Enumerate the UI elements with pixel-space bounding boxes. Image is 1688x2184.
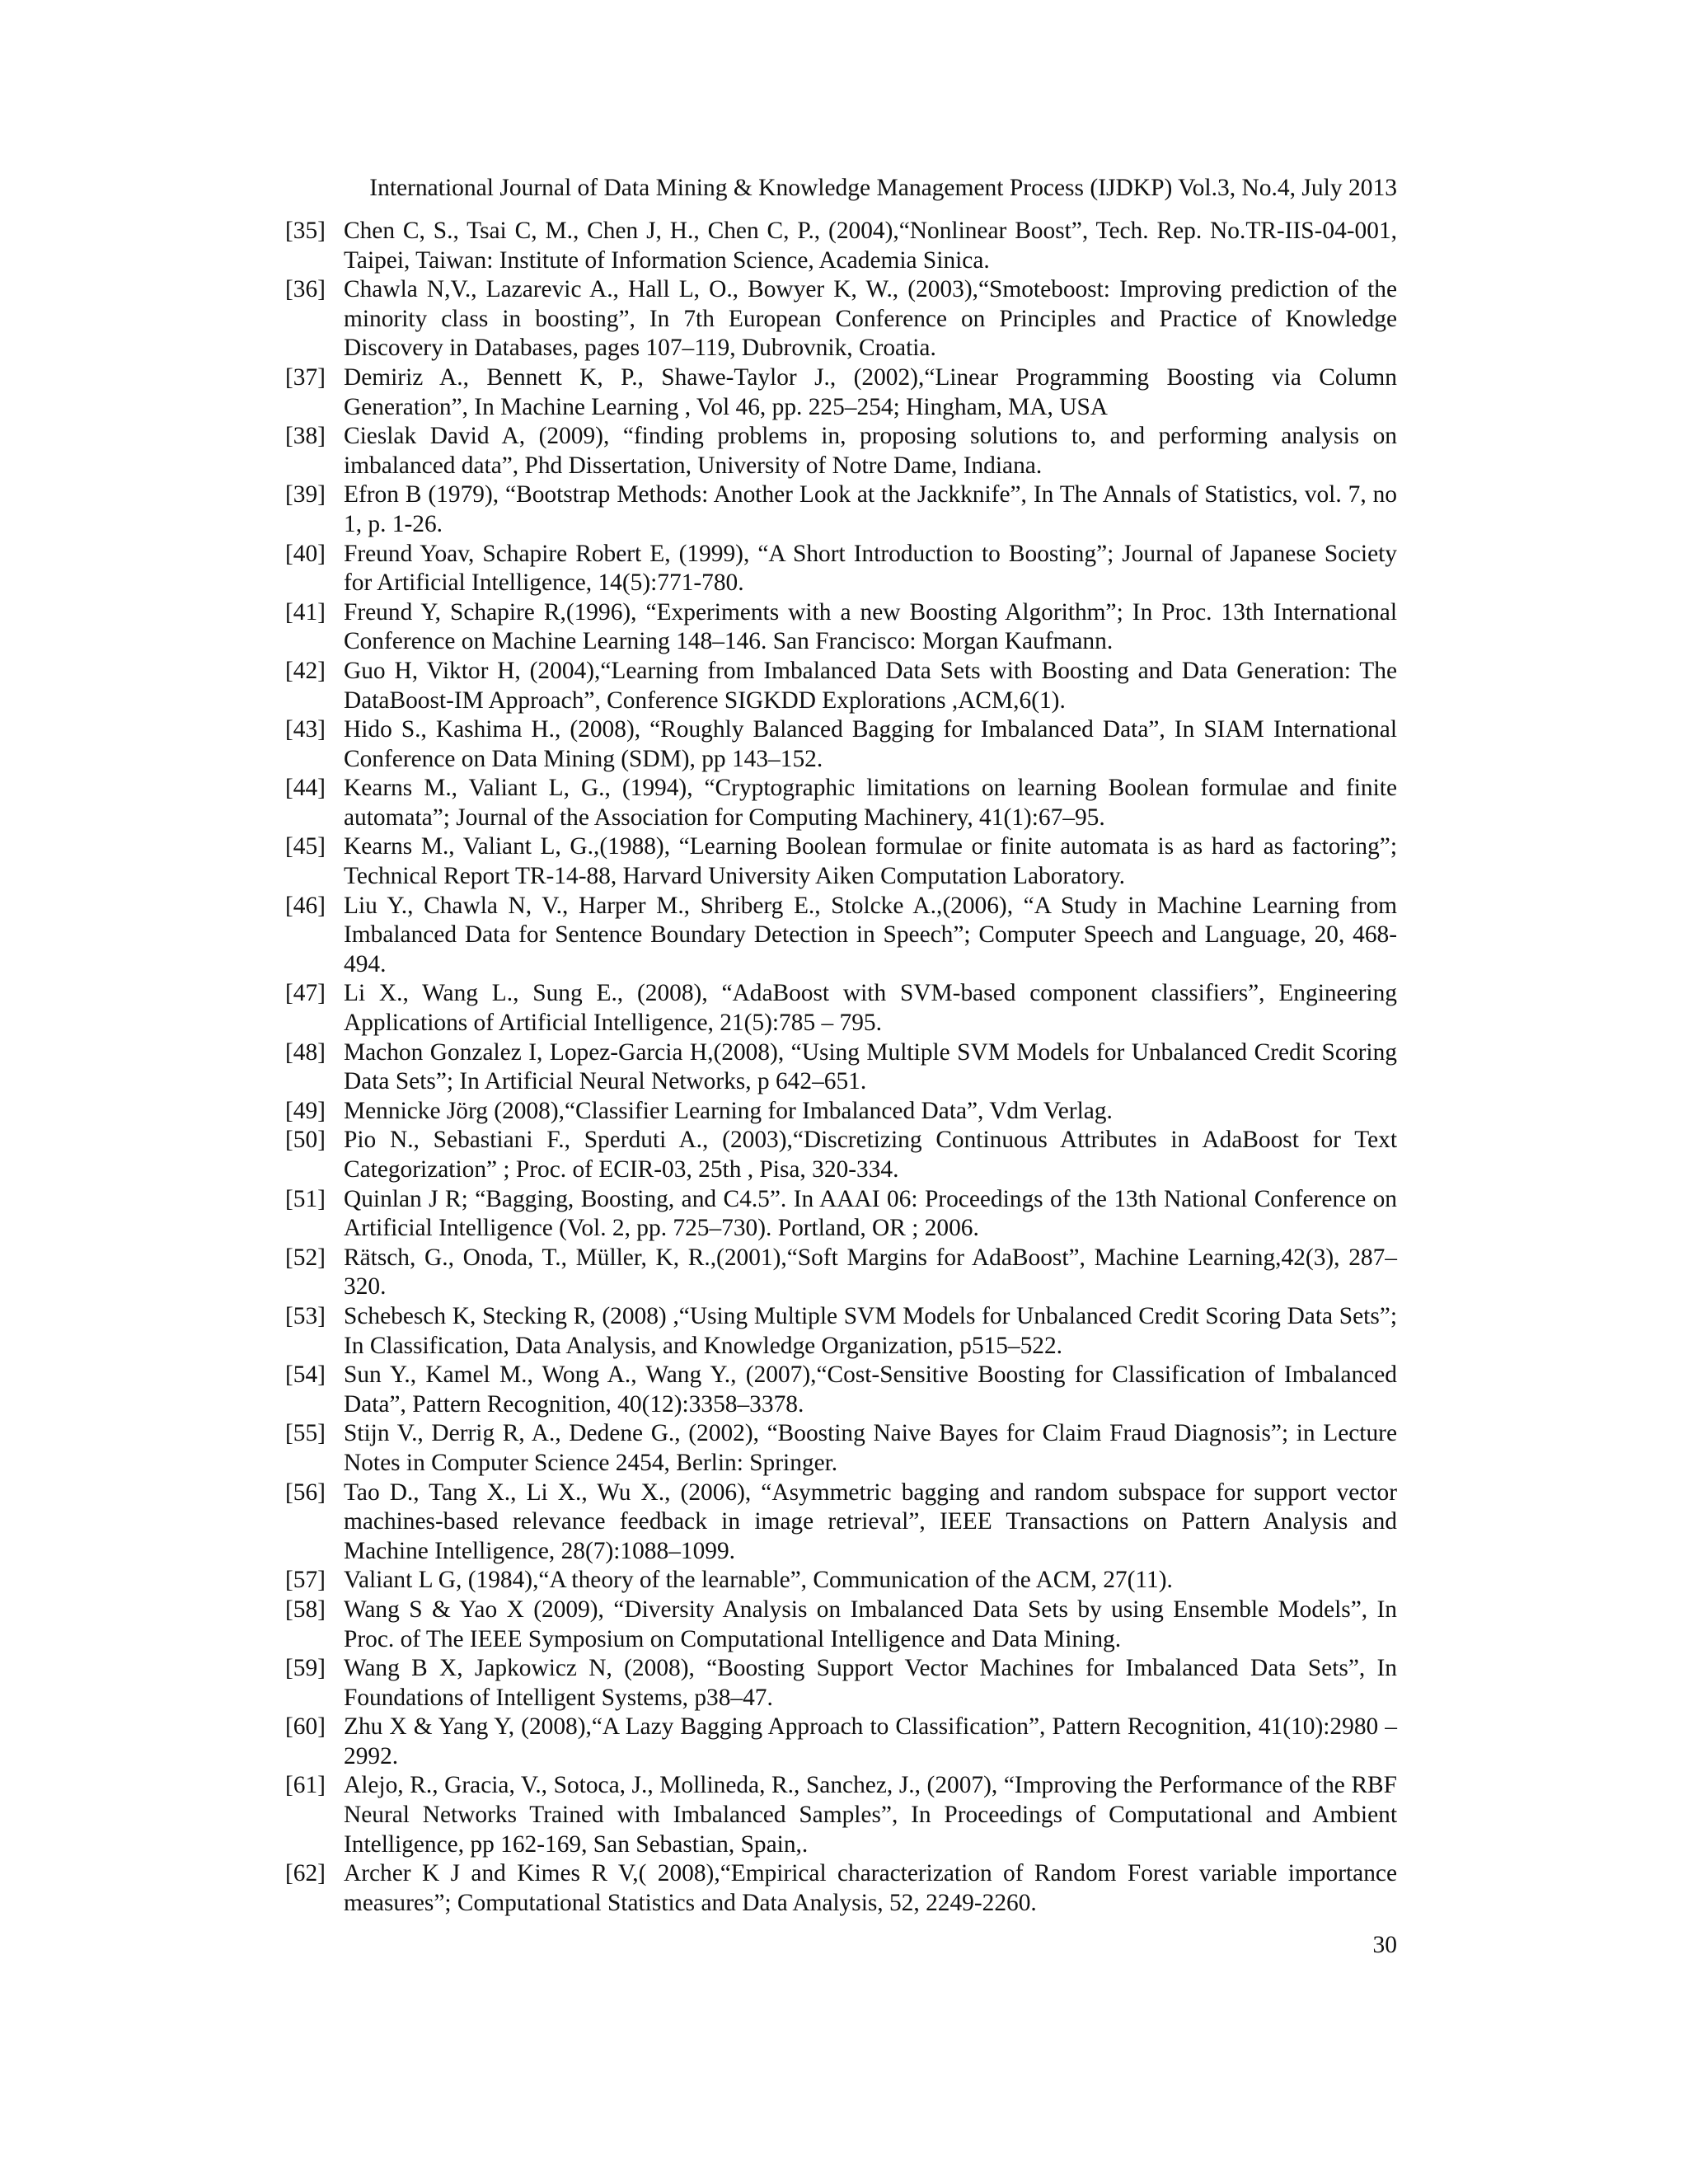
reference-text: Li X., Wang L., Sung E., (2008), “AdaBoost with SVM-based component classifiers”, Engineering Applications of Artificial Intelligence, 21(5):785 – 795. [344,980,1397,1037]
reference-number: [61] [285,1772,326,1799]
reference-text: Pio N., Sebastiani F., Sperduti A., (2003),“Discretizing Continuous Attributes in AdaBoost for Text Categorization” ; Proc. of ECIR-03, 25th , Pisa, 320-334. [344,1127,1397,1183]
reference-text: Cieslak David A, (2009), “finding problems in, proposing solutions to, and performing analysis on imbalanced data”, Phd Dissertation, University of Notre Dame, Indiana. [344,423,1397,479]
reference-number: [50] [285,1127,326,1154]
reference-text: Valiant L G, (1984),“A theory of the learnable”, Communication of the ACM, 27(11). [344,1567,1173,1594]
reference-item [285,1566,1397,1596]
reference-item [285,1126,1397,1184]
reference-item [285,598,1397,657]
reference-number: [40] [285,540,326,567]
reference-item [285,275,1397,363]
reference-item [285,657,1397,715]
reference-text: Rätsch, G., Onoda, T., Müller, K, R.,(2001),“Soft Margins for AdaBoost”, Machine Learning,42(3), 287–320. [344,1244,1397,1301]
reference-text: Machon Gonzalez I, Lopez-Garcia H,(2008), “Using Multiple SVM Models for Unbalanced Credit Scoring Data Sets”; In Artificial Neural Networks, p 642–651. [344,1038,1397,1095]
reference-number: [47] [285,980,326,1007]
reference-text: Kearns M., Valiant L, G., (1994), “Cryptographic limitations on learning Boolean formulae and finite automata”; Journal of the Association for Computing Machinery, 41(1):67–95. [344,775,1397,831]
reference-number: [55] [285,1420,326,1447]
reference-text: Hido S., Kashima H., (2008), “Roughly Balanced Bagging for Imbalanced Data”, In SIAM International Conference on Data Mining (SDM), pp 143–152. [344,716,1397,772]
reference-item [285,422,1397,480]
running-header: International Journal of Data Mining & Knowledge Management Process (IJDKP) Vol.3, No.4, July 2013 [369,175,1397,201]
reference-text: Mennicke Jörg (2008),“Classifier Learning for Imbalanced Data”, Vdm Verlag. [344,1097,1113,1124]
reference-number: [49] [285,1097,326,1124]
reference-item [285,832,1397,891]
reference-number: [44] [285,775,326,802]
page-number: 30 [1372,1932,1397,1958]
reference-text: Freund Y, Schapire R,(1996), “Experiments with a new Boosting Algorithm”; In Proc. 13th International Conference on Machine Learning 148–146. San Francisco: Morgan Kaufmann. [344,598,1397,655]
reference-number: [38] [285,423,326,450]
reference-item [285,480,1397,539]
reference-item [285,363,1397,422]
reference-item [285,1097,1397,1127]
reference-number: [41] [285,598,326,626]
reference-text: Freund Yoav, Schapire Robert E, (1999), “A Short Introduction to Boosting”; Journal of Japanese Society for Artificial Intelligence, 14(5):771-780. [344,540,1397,597]
reference-item [285,1859,1397,1918]
reference-number: [42] [285,657,326,684]
reference-number: [62] [285,1860,326,1887]
reference-number: [56] [285,1479,326,1506]
reference-text: Demiriz A., Bennett K, P., Shawe-Taylor J., (2002),“Linear Programming Boosting via Column Generation”, In Machine Learning , Vol 46, pp. 225–254; Hingham, MA, USA [344,363,1397,420]
reference-number: [39] [285,481,326,509]
reference-number: [37] [285,363,326,391]
reference-text: Wang S & Yao X (2009), “Diversity Analysis on Imbalanced Data Sets by using Ensemble Models”, In Proc. of The IEEE Symposium on Computational Intelligence and Data Mining. [344,1596,1397,1652]
reference-text: Sun Y., Kamel M., Wong A., Wang Y., (2007),“Cost-Sensitive Boosting for Classification of Imbalanced Data”, Pattern Recognition, 40(12):3358–3378. [344,1361,1397,1418]
reference-number: [58] [285,1596,326,1623]
reference-text: Liu Y., Chawla N, V., Harper M., Shriberg E., Stolcke A.,(2006), “A Study in Machine Learning from Imbalanced Data for Sentence Boundary Detection in Speech”; Computer Speech and Language, 20, 468-494. [344,892,1397,977]
reference-number: [35] [285,218,326,244]
reference-item [285,1596,1397,1654]
reference-item [285,1185,1397,1244]
reference-number: [51] [285,1185,326,1212]
reference-item [285,1419,1397,1478]
reference-text: Guo H, Viktor H, (2004),“Learning from Imbalanced Data Sets with Boosting and Data Generation: The DataBoost-IM Approach”, Conference SIGKDD Explorations ,ACM,6(1). [344,657,1397,714]
reference-text: Efron B (1979), “Bootstrap Methods: Another Look at the Jackknife”, In The Annals of Statistics, vol. 7, no 1, p. 1-26. [344,481,1397,537]
reference-item [285,1038,1397,1097]
reference-item [285,1479,1397,1567]
reference-text: Alejo, R., Gracia, V., Sotoca, J., Mollineda, R., Sanchez, J., (2007), “Improving the Performance of the RBF Neural Networks Trained with Imbalanced Samples”, In Proceedings of Computational and Ambient Intelligence, pp 162-169, San Sebastian, Spain,. [344,1772,1397,1858]
reference-text: Tao D., Tang X., Li X., Wu X., (2006), “Asymmetric bagging and random subspace for support vector machines-based relevance feedback in image retrieval”, IEEE Transactions on Pattern Analysis and Machine Intelligence, 28(7):1088–1099. [344,1479,1397,1564]
reference-text: Chen C, S., Tsai C, M., Chen J, H., Chen C, P., (2004),“Nonlinear Boost”, Tech. Rep. No.TR-IIS-04-001, Taipei, Taiwan: Institute of Information Science, Academia Sinica. [344,218,1397,274]
reference-item [285,1244,1397,1302]
reference-text: Archer K J and Kimes R V,( 2008),“Empirical characterization of Random Forest variable importance measures”; Computational Statistics and Data Analysis, 52, 2249-2260. [344,1860,1397,1916]
reference-item [285,1654,1397,1713]
reference-text: Stijn V., Derrig R, A., Dedene G., (2002), “Boosting Naive Bayes for Claim Fraud Diagnosis”; in Lecture Notes in Computer Science 2454, Berlin: Springer. [344,1420,1397,1476]
reference-text: Quinlan J R; “Bagging, Boosting, and C4.5”. In AAAI 06: Proceedings of the 13th National Conference on Artificial Intelligence (Vol. 2, pp. 725–730). Portland, OR ; 2006. [344,1185,1397,1242]
reference-number: [53] [285,1302,326,1329]
reference-item [285,1713,1397,1771]
reference-number: [48] [285,1038,326,1066]
reference-number: [52] [285,1244,326,1271]
reference-number: [43] [285,716,326,743]
reference-number: [57] [285,1567,326,1594]
reference-number: [46] [285,892,326,919]
reference-text: Zhu X & Yang Y, (2008),“A Lazy Bagging Approach to Classification”, Pattern Recognition, 41(10):2980 – 2992. [344,1713,1397,1769]
reference-item [285,1361,1397,1419]
reference-text: Chawla N,V., Lazarevic A., Hall L, O., Bowyer K, W., (2003),“Smoteboost: Improving prediction of the minority class in boosting”, In 7th European Conference on Principles and Practice of Knowledge Discovery in Databases, pages 107–119, Dubrovnik, Croatia. [344,276,1397,362]
reference-item [285,217,1397,275]
reference-text: Wang B X, Japkowicz N, (2008), “Boosting Support Vector Machines for Imbalanced Data Sets”, In Foundations of Intelligent Systems, p38–47. [344,1655,1397,1711]
reference-item [285,774,1397,832]
reference-item [285,892,1397,980]
reference-item [285,1302,1397,1361]
reference-number: [59] [285,1655,326,1682]
reference-item [285,1771,1397,1859]
reference-item [285,979,1397,1038]
reference-list [285,217,1397,1918]
reference-text: Kearns M., Valiant L, G.,(1988), “Learning Boolean formulae or finite automata is as hard as factoring”; Technical Report TR-14-88, Harvard University Aiken Computation Laboratory. [344,833,1397,890]
reference-item [285,715,1397,774]
reference-item [285,540,1397,598]
reference-number: [54] [285,1361,326,1389]
reference-number: [45] [285,833,326,860]
reference-text: Schebesch K, Stecking R, (2008) ,“Using Multiple SVM Models for Unbalanced Credit Scoring Data Sets”; In Classification, Data Analysis, and Knowledge Organization, p515–522. [344,1302,1397,1359]
reference-number: [36] [285,276,326,303]
reference-number: [60] [285,1713,326,1741]
